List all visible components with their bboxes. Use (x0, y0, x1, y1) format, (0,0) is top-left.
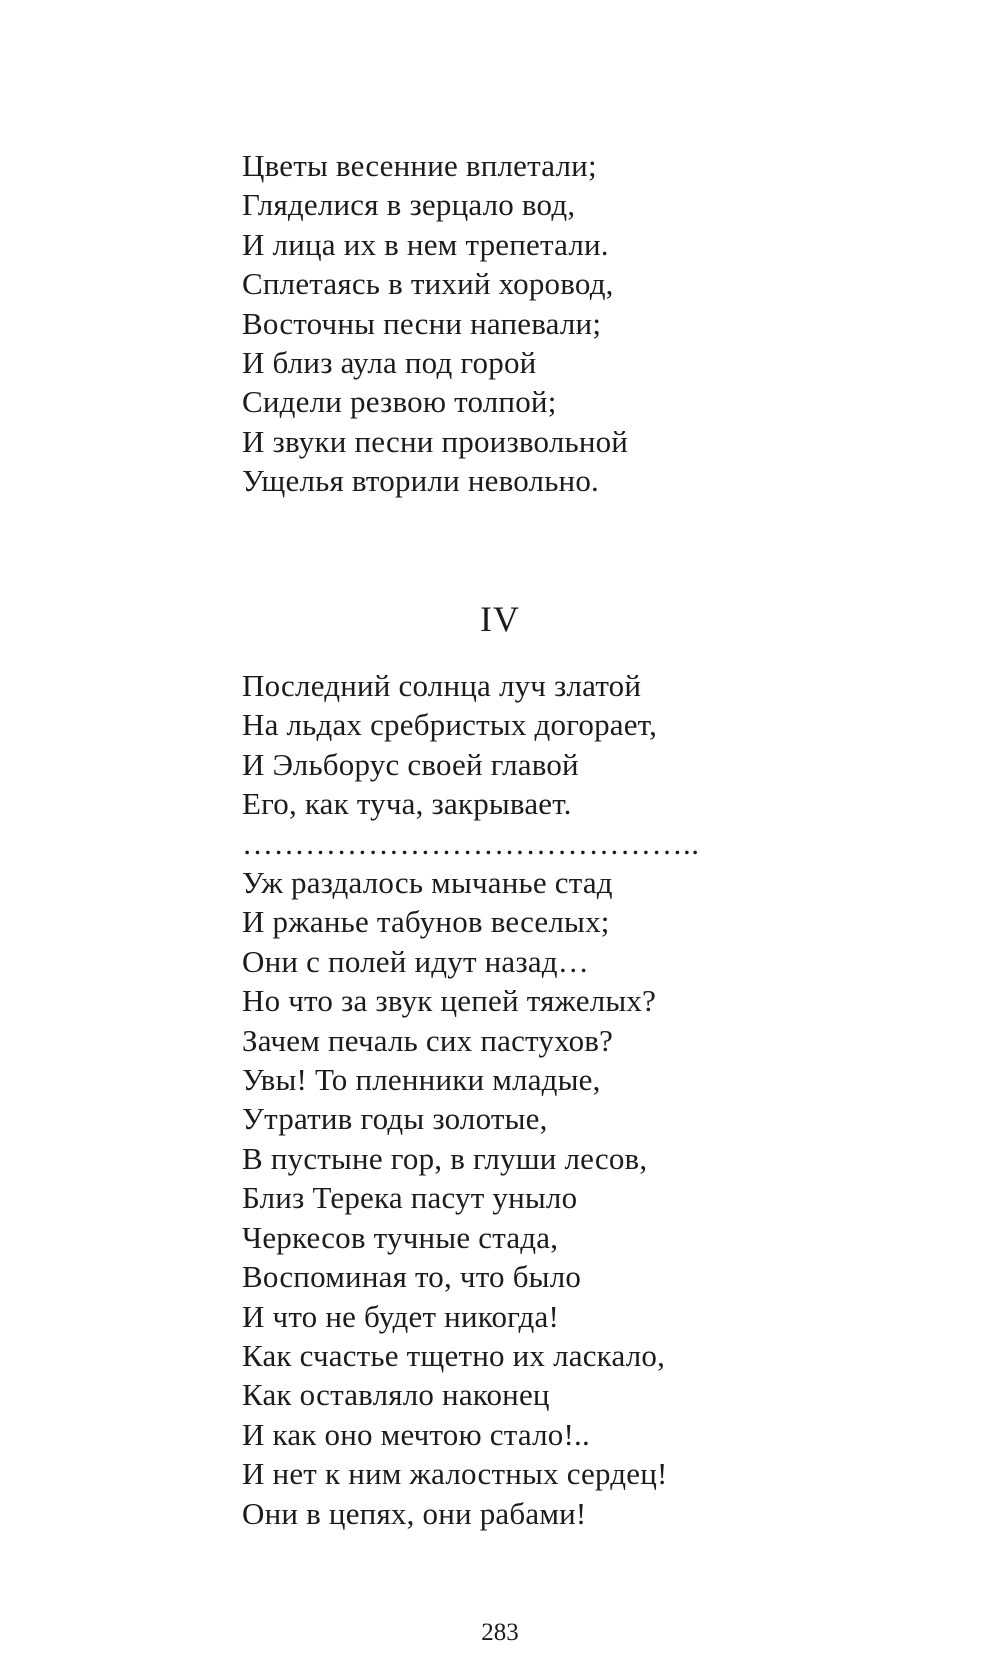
verse-line: И ржанье табунов веселых; (242, 904, 610, 940)
verse-line: Последний солнца луч златой (242, 668, 642, 703)
verse-line: Они с полей идут назад… (242, 943, 589, 979)
verse-line: И лица их в нем трепетали. (242, 226, 609, 262)
verse-line: Они в цепях, они рабами! (242, 1495, 587, 1531)
verse-line: Ущелья вторили невольно. (242, 463, 599, 499)
verse-line: Гляделися в зерцало вод, (242, 187, 576, 223)
verse-line: Утратив годы золотые, (242, 1101, 548, 1137)
verse-line: И Эльборус своей главой (242, 746, 579, 782)
section-heading: IV (480, 599, 520, 639)
verse-line: И как оно мечтою стало!.. (242, 1416, 590, 1452)
stanza-section-iv (242, 666, 942, 1533)
verse-line: Цветы весенние вплетали; (242, 148, 597, 183)
verse-line: Как счастье тщетно их ласкало, (242, 1337, 666, 1373)
verse-line: Черкесов тучные стада, (242, 1219, 559, 1255)
verse-line: Уж раздалось мычанье стад (242, 865, 613, 901)
verse-line: В пустыне гор, в глуши лесов, (242, 1140, 648, 1176)
verse-line: Восточны песни напевали; (242, 305, 602, 341)
verse-line: И звуки песни произвольной (242, 423, 629, 459)
verse-line: Сплетаясь в тихий хоровод, (242, 266, 614, 302)
verse-line: На льдах сребристых догорает, (242, 707, 658, 743)
verse-line: Как оставляло наконец (242, 1377, 550, 1413)
verse-line: Его, как туча, закрывает. (242, 786, 572, 822)
verse-line: И нет к ним жалостных сердец! (242, 1456, 668, 1492)
verse-line: Зачем печаль сих пастухов? (242, 1022, 614, 1058)
verse-line: И что не будет никогда! (242, 1298, 559, 1334)
verse-line: Воспоминая то, что было (242, 1259, 582, 1295)
page-number: 283 (481, 1619, 519, 1646)
verse-line: Но что за звук цепей тяжелых? (242, 983, 657, 1019)
verse-line: Увы! То пленники младые, (242, 1062, 601, 1098)
ellipsis-line: …………………………………….. (242, 825, 700, 861)
verse-line: Близ Терека пасут уныло (242, 1180, 578, 1216)
verse-line: И близ аула под горой (242, 345, 537, 381)
verse-line: Сидели резвою толпой; (242, 384, 557, 420)
stanza-continued (242, 146, 942, 501)
